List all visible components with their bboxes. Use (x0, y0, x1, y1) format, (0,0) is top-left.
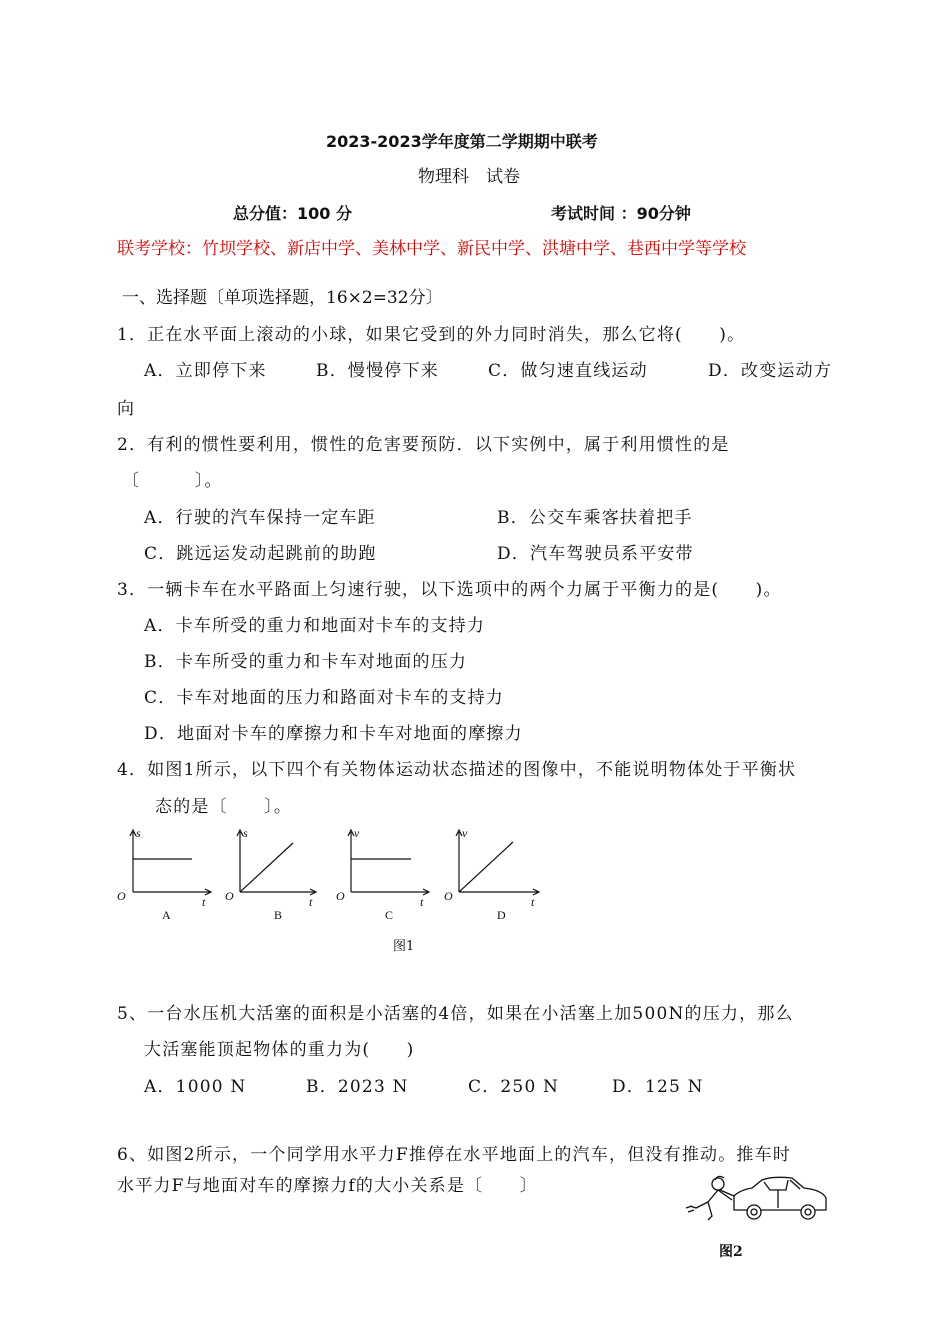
question-2-stem: 2．有利的惯性要利用，惯性的危害要预防．以下实例中，属于利用惯性的是 (117, 435, 730, 455)
q2-blank: 〔 〕。 (122, 471, 223, 491)
q5-option-b: B．2023 N (306, 1077, 409, 1097)
graph-b-ylabel: s (243, 826, 248, 840)
question-4-stem-cont: 态的是〔 〕。 (155, 797, 293, 817)
q1-option-c: C．做匀速直线运动 (488, 361, 648, 381)
graph-a-label: A (162, 908, 171, 922)
q5-option-a: A．1000 N (144, 1077, 247, 1097)
q1-option-d: D．改变运动方 (708, 361, 833, 381)
question-6-stem: 6、如图2所示，一个同学用水平力F推停在水平地面上的汽车，但没有推动。推车时 (117, 1145, 792, 1165)
q3-option-d: D．地面对卡车的摩擦力和卡车对地面的摩擦力 (144, 724, 523, 744)
q3-option-b: B．卡车所受的重力和卡车对地面的压力 (144, 652, 468, 672)
graph-a (130, 830, 211, 895)
graph-c-label: C (385, 908, 394, 922)
exam-time: 考试时间 ：90分钟 (551, 204, 691, 223)
figure-1-caption: 图1 (393, 939, 415, 954)
question-4-stem: 4．如图1所示，以下四个有关物体运动状态描述的图像中，不能说明物体处于平衡状 (117, 760, 797, 780)
q1-option-a: A．立即停下来 (144, 361, 267, 381)
participating-schools: 联考学校：竹坝学校、新店中学、美林中学、新民中学、洪塘中学、巷西中学等学校 (117, 239, 746, 259)
graph-c-ylabel: v (354, 826, 360, 840)
graph-d-line (459, 842, 513, 892)
graph-b-line (240, 843, 293, 892)
graph-c (348, 830, 429, 895)
q5-option-c: C．250 N (468, 1077, 560, 1097)
question-6-stem-cont: 水平力F与地面对车的摩擦力f的大小关系是〔 〕 (117, 1176, 538, 1196)
figure-2-caption: 图2 (719, 1244, 743, 1260)
q3-option-c: C．卡车对地面的压力和路面对卡车的支持力 (144, 688, 505, 708)
exam-title: 2023-2023学年度第二学期期中联考 (326, 132, 598, 151)
question-1-stem: 1．正在水平面上滚动的小球，如果它受到的外力同时消失，那么它将( )。 (117, 325, 746, 345)
q5-option-d: D．125 N (612, 1077, 704, 1097)
question-3-stem: 3．一辆卡车在水平路面上匀速行驶，以下选项中的两个力属于平衡力的是( )。 (117, 580, 782, 600)
q1-option-b: B．慢慢停下来 (316, 361, 439, 381)
graph-a-ylabel: s (136, 826, 141, 840)
figure-2-person-pushing-car (682, 1170, 832, 1226)
figure-1-graphs (110, 822, 550, 932)
graph-a-origin: O (117, 889, 126, 903)
graph-b-xlabel: t (309, 895, 313, 909)
graph-b-label: B (274, 908, 283, 922)
question-5-stem: 5、一台水压机大活塞的面积是小活塞的4倍，如果在小活塞上加500N的压力，那么 (117, 1004, 794, 1024)
graph-d-origin: O (444, 889, 453, 903)
q2-option-c: C．跳远运发动起跳前的助跑 (144, 544, 377, 564)
total-score: 总分值：100 分 (233, 204, 352, 223)
q2-option-d: D．汽车驾驶员系平安带 (497, 544, 694, 564)
q3-option-a: A．卡车所受的重力和地面对卡车的支持力 (144, 616, 486, 636)
graph-d-ylabel: v (462, 826, 468, 840)
q2-option-b: B．公交车乘客扶着把手 (497, 508, 693, 528)
graph-d-label: D (497, 908, 506, 922)
graph-c-xlabel: t (420, 895, 424, 909)
graph-b (237, 830, 316, 895)
exam-subtitle: 物理科 试卷 (418, 167, 520, 187)
graph-d-xlabel: t (531, 895, 535, 909)
section-title: 一、选择题〔单项选择题，16×2=32分〕 (122, 288, 443, 308)
graph-c-origin: O (336, 889, 345, 903)
q1-option-d-wrap: 向 (117, 399, 136, 419)
question-5-stem-cont: 大活塞能顶起物体的重力为( ) (144, 1040, 415, 1060)
graph-a-xlabel: t (202, 895, 206, 909)
graph-b-origin: O (225, 889, 234, 903)
q2-option-a: A．行驶的汽车保持一定车距 (144, 508, 376, 528)
graph-d (456, 830, 539, 895)
